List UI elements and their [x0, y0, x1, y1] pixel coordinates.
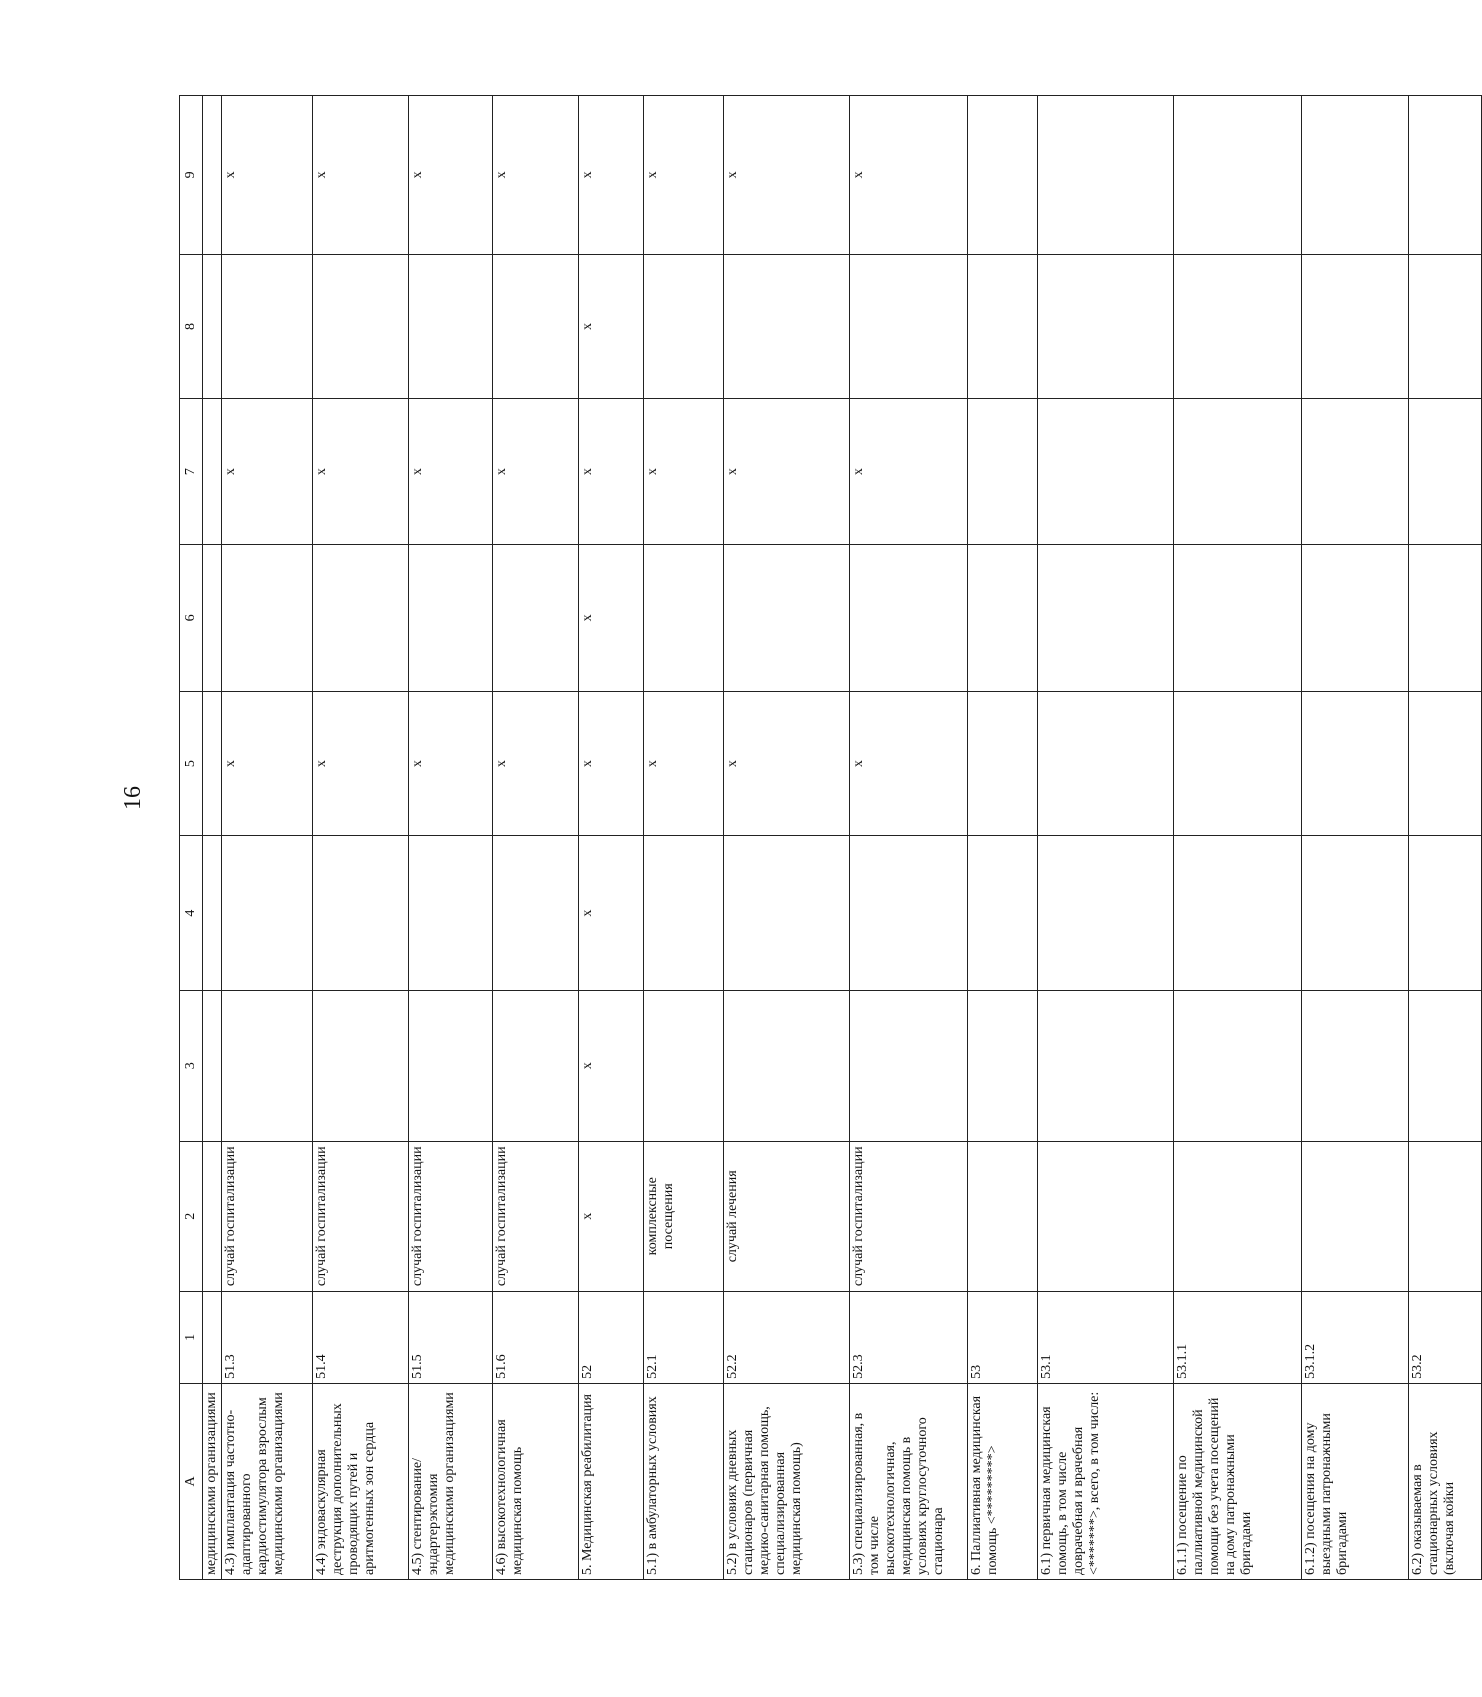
cell-col-3 [644, 990, 724, 1141]
row-code: 53 [968, 1291, 1038, 1383]
row-code: 51.5 [409, 1291, 493, 1383]
cell-col-6 [968, 545, 1038, 692]
cell-col-7 [1302, 399, 1409, 545]
cell-col-6 [1302, 545, 1409, 692]
cell-col-6 [724, 545, 850, 692]
row-label: 6.1.1) посещение по паллиативной медицинской помощи без учета посещений на дому патронажными бригадами [1174, 1383, 1302, 1579]
empty-cell [203, 545, 222, 692]
cell-col-4 [850, 836, 968, 990]
cell-col-5: x [493, 691, 579, 836]
cell-col-8 [724, 254, 850, 399]
row-unit: случай лечения [724, 1141, 850, 1291]
cell-col-7: x [409, 399, 493, 545]
cell-col-5 [1302, 691, 1409, 836]
empty-cell [203, 1291, 222, 1383]
column-header: 4 [180, 836, 203, 990]
table-container [179, 95, 1457, 1580]
cell-col-9: x [409, 96, 493, 255]
table-row [968, 96, 1038, 1580]
page-number: 16 [120, 786, 146, 810]
cell-col-5: x [644, 691, 724, 836]
cell-col-7 [1038, 399, 1174, 545]
column-header: 6 [180, 545, 203, 692]
cell-col-3 [1409, 990, 1482, 1141]
cell-col-6: x [579, 545, 644, 692]
table-row [222, 96, 313, 1580]
row-label: 4.3) имплантация частотно-адаптированного кардиостимулятора взрослым медицинскими организациями [222, 1383, 313, 1579]
table-row [1174, 96, 1302, 1580]
row-unit [1409, 1141, 1482, 1291]
row-unit [1038, 1141, 1174, 1291]
cell-col-5 [1174, 691, 1302, 836]
column-header: 7 [180, 399, 203, 545]
cell-col-3 [1302, 990, 1409, 1141]
cell-col-6 [313, 545, 409, 692]
cell-col-4 [1302, 836, 1409, 990]
cell-col-4 [313, 836, 409, 990]
cell-col-8 [968, 254, 1038, 399]
cell-col-6 [1174, 545, 1302, 692]
cell-col-3 [850, 990, 968, 1141]
row-code: 51.6 [493, 1291, 579, 1383]
row-code: 53.2 [1409, 1291, 1482, 1383]
cell-col-5: x [409, 691, 493, 836]
cell-col-3 [222, 990, 313, 1141]
column-header: 8 [180, 254, 203, 399]
empty-cell [203, 691, 222, 836]
table-row [850, 96, 968, 1580]
cell-col-9: x [724, 96, 850, 255]
cell-col-9: x [579, 96, 644, 255]
cell-col-9 [968, 96, 1038, 255]
cell-col-5 [1038, 691, 1174, 836]
cell-col-8 [644, 254, 724, 399]
cell-col-4: x [579, 836, 644, 990]
table-row [313, 96, 409, 1580]
cell-col-5 [1409, 691, 1482, 836]
row-label: 6.1.2) посещения на дому выездными патронажными бригадами [1302, 1383, 1409, 1579]
row-code: 53.1.1 [1174, 1291, 1302, 1383]
cell-col-7: x [724, 399, 850, 545]
table-row [409, 96, 493, 1580]
row-unit: комплексные посещения [644, 1141, 724, 1291]
cell-col-7: x [222, 399, 313, 545]
cell-col-4 [1409, 836, 1482, 990]
row-unit: случай госпитализации [850, 1141, 968, 1291]
row-code: 52 [579, 1291, 644, 1383]
cell-col-9: x [850, 96, 968, 255]
table-row [579, 96, 644, 1580]
cell-col-4 [493, 836, 579, 990]
row-label: 6. Паллиативная медицинская помощь <*********> [968, 1383, 1038, 1579]
row-label: 5.2) в условиях дневных стационаров (первичная медико-санитарная помощь, специализированная медицинская помощь) [724, 1383, 850, 1579]
cell-col-5: x [579, 691, 644, 836]
cell-col-3 [968, 990, 1038, 1141]
empty-cell [203, 990, 222, 1141]
row-label: 5.1) в амбулаторных условиях [644, 1383, 724, 1579]
table-row [1038, 96, 1174, 1580]
cell-col-8 [493, 254, 579, 399]
row-label: 5. Медицинская реабилитация [579, 1383, 644, 1579]
cell-col-9 [1038, 96, 1174, 255]
cell-col-6 [644, 545, 724, 692]
empty-cell [203, 399, 222, 545]
column-header: A [180, 1383, 203, 1579]
table-row [1409, 96, 1482, 1580]
row-unit: случай госпитализации [493, 1141, 579, 1291]
cell-col-7: x [493, 399, 579, 545]
continuation-label: медицинскими организациями [203, 1383, 222, 1579]
cell-col-8 [1174, 254, 1302, 399]
cell-col-5: x [724, 691, 850, 836]
row-label: 5.3) специализированная, в том числе высокотехнологичная, медицинская помощь в условиях круглосуточного стационара [850, 1383, 968, 1579]
table-row [724, 96, 850, 1580]
cell-col-4 [222, 836, 313, 990]
cell-col-6 [1038, 545, 1174, 692]
empty-cell [203, 836, 222, 990]
cell-col-4 [724, 836, 850, 990]
cell-col-3 [1174, 990, 1302, 1141]
cell-col-3 [409, 990, 493, 1141]
cell-col-5 [968, 691, 1038, 836]
cell-col-8 [222, 254, 313, 399]
cell-col-7 [968, 399, 1038, 545]
cell-col-4 [968, 836, 1038, 990]
row-label: 4.5) стентирование/ эндартерэктомия медицинскими организациями [409, 1383, 493, 1579]
row-code: 53.1.2 [1302, 1291, 1409, 1383]
cell-col-3 [493, 990, 579, 1141]
column-header: 5 [180, 691, 203, 836]
cell-col-4 [409, 836, 493, 990]
row-code: 52.1 [644, 1291, 724, 1383]
header-row [180, 96, 203, 1580]
column-header: 1 [180, 1291, 203, 1383]
table-row [493, 96, 579, 1580]
cell-col-7: x [579, 399, 644, 545]
row-code: 52.3 [850, 1291, 968, 1383]
cell-col-6 [409, 545, 493, 692]
cell-col-6 [493, 545, 579, 692]
row-label: 6.1) первичная медицинская помощь, в том числе доврачебная и врачебная <*******>, всего, в том числе: [1038, 1383, 1174, 1579]
row-unit [968, 1141, 1038, 1291]
row-unit [1174, 1141, 1302, 1291]
row-label: 4.4) эндоваскулярная деструкция дополнительных проводящих путей и аритмогенных зон сердца [313, 1383, 409, 1579]
row-unit [1302, 1141, 1409, 1291]
cell-col-9: x [222, 96, 313, 255]
cell-col-9: x [644, 96, 724, 255]
cell-col-3 [724, 990, 850, 1141]
cell-col-9: x [493, 96, 579, 255]
cell-col-8 [850, 254, 968, 399]
cell-col-5: x [850, 691, 968, 836]
cell-col-6 [222, 545, 313, 692]
table-row [644, 96, 724, 1580]
cell-col-7: x [644, 399, 724, 545]
row-unit: x [579, 1141, 644, 1291]
row-unit: случай госпитализации [313, 1141, 409, 1291]
row-label: 6.2) оказываемая в стационарных условиях (включая койки [1409, 1383, 1482, 1579]
empty-cell [203, 1141, 222, 1291]
cell-col-7: x [313, 399, 409, 545]
data-table [179, 95, 1482, 1580]
cell-col-4 [1174, 836, 1302, 990]
cell-col-9 [1302, 96, 1409, 255]
row-code: 51.3 [222, 1291, 313, 1383]
column-header: 2 [180, 1141, 203, 1291]
cell-col-7: x [850, 399, 968, 545]
column-header: 3 [180, 990, 203, 1141]
row-code: 53.1 [1038, 1291, 1174, 1383]
cell-col-6 [1409, 545, 1482, 692]
cell-col-7 [1409, 399, 1482, 545]
row-unit: случай госпитализации [409, 1141, 493, 1291]
table-row-continuation [203, 96, 222, 1580]
row-code: 51.4 [313, 1291, 409, 1383]
row-code: 52.2 [724, 1291, 850, 1383]
cell-col-7 [1174, 399, 1302, 545]
row-unit: случай госпитализации [222, 1141, 313, 1291]
cell-col-5: x [222, 691, 313, 836]
cell-col-5: x [313, 691, 409, 836]
cell-col-8 [313, 254, 409, 399]
cell-col-8 [1038, 254, 1174, 399]
cell-col-3 [313, 990, 409, 1141]
cell-col-9 [1174, 96, 1302, 255]
empty-cell [203, 96, 222, 255]
cell-col-9 [1409, 96, 1482, 255]
cell-col-6 [850, 545, 968, 692]
cell-col-8: x [579, 254, 644, 399]
row-label: 4.6) высокотехнологичная медицинская помощь [493, 1383, 579, 1579]
cell-col-3 [1038, 990, 1174, 1141]
cell-col-8 [409, 254, 493, 399]
cell-col-9: x [313, 96, 409, 255]
cell-col-4 [1038, 836, 1174, 990]
cell-col-3: x [579, 990, 644, 1141]
cell-col-8 [1409, 254, 1482, 399]
table-row [1302, 96, 1409, 1580]
column-header: 9 [180, 96, 203, 255]
empty-cell [203, 254, 222, 399]
cell-col-8 [1302, 254, 1409, 399]
cell-col-4 [644, 836, 724, 990]
